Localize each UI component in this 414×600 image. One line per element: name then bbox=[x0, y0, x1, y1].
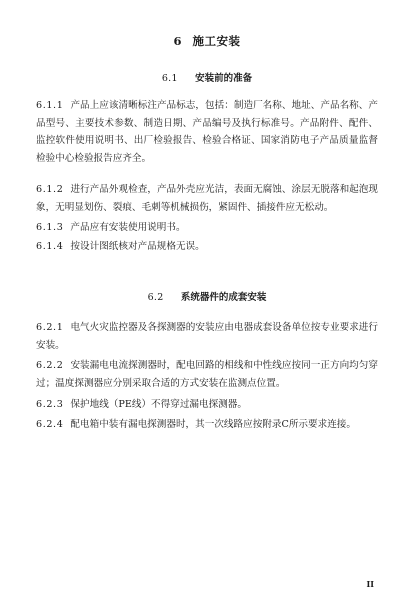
clause-number: 6.1.2 bbox=[36, 184, 64, 195]
chapter-number: 6 bbox=[173, 34, 182, 48]
page-number: II bbox=[366, 579, 374, 589]
clause-number: 6.2.3 bbox=[36, 399, 64, 410]
clause-number: 6.2.4 bbox=[36, 419, 64, 430]
section-number: 6.1 bbox=[161, 73, 178, 84]
section-number: 6.2 bbox=[147, 292, 164, 303]
clause-text: 电气火灾监控器及各探测器的安装应由电器成套设备单位按专业要求进行安装。 bbox=[36, 322, 378, 351]
chapter-title bbox=[0, 33, 414, 49]
clause-number: 6.1.4 bbox=[36, 241, 64, 252]
clause-6-1-1 bbox=[36, 97, 378, 167]
section-title-6-2 bbox=[0, 289, 414, 303]
section-title-text: 安装前的准备 bbox=[195, 73, 253, 84]
clause-text: 安装漏电电流探测器时，配电回路的相线和中性线应按同一正方向均匀穿过；温度探测器应分别采取合适的方式安装在监测点位置。 bbox=[36, 360, 378, 389]
clause-text: 按设计图纸核对产品规格无误。 bbox=[70, 241, 205, 252]
clause-text: 进行产品外观检查，产品外壳应光洁，表面无腐蚀、涂层无脱落和起泡现象，无明显划伤、裂痕、毛刺等机械损伤，紧固件、插接件应无松动。 bbox=[36, 184, 378, 213]
clause-text: 产品上应该清晰标注产品标志，包括：制造厂名称、地址、产品名称、产品型号、主要技术参数、制造日期、产品编号及执行标准号。产品附件、配件、监控软件使用说明书、出厂检验报告、检验合格证、国家消防电子产品质量监督检验中心检验报告应齐全。 bbox=[36, 100, 378, 164]
clause-6-2-1 bbox=[36, 319, 378, 354]
clause-number: 6.2.1 bbox=[36, 322, 64, 333]
clause-6-1-2 bbox=[36, 181, 378, 216]
clause-text: 保护地线（PE线）不得穿过漏电探测器。 bbox=[70, 399, 247, 410]
clause-6-1-3 bbox=[36, 219, 378, 237]
clause-6-2-2 bbox=[36, 357, 378, 392]
clause-6-1-4 bbox=[36, 238, 378, 256]
clause-text: 配电箱中装有漏电探测器时，其一次线路应按附录C所示要求连接。 bbox=[70, 419, 356, 430]
clause-number: 6.2.2 bbox=[36, 360, 64, 371]
section-title-text: 系统器件的成套安装 bbox=[180, 292, 267, 303]
clause-6-2-3 bbox=[36, 396, 378, 414]
clause-text: 产品应有安装使用说明书。 bbox=[70, 222, 186, 233]
clause-6-2-4 bbox=[36, 416, 378, 434]
clause-number: 6.1.3 bbox=[36, 222, 64, 233]
section-title-6-1 bbox=[0, 70, 414, 84]
clause-number: 6.1.1 bbox=[36, 100, 64, 111]
chapter-title-text: 施工安装 bbox=[192, 34, 241, 48]
